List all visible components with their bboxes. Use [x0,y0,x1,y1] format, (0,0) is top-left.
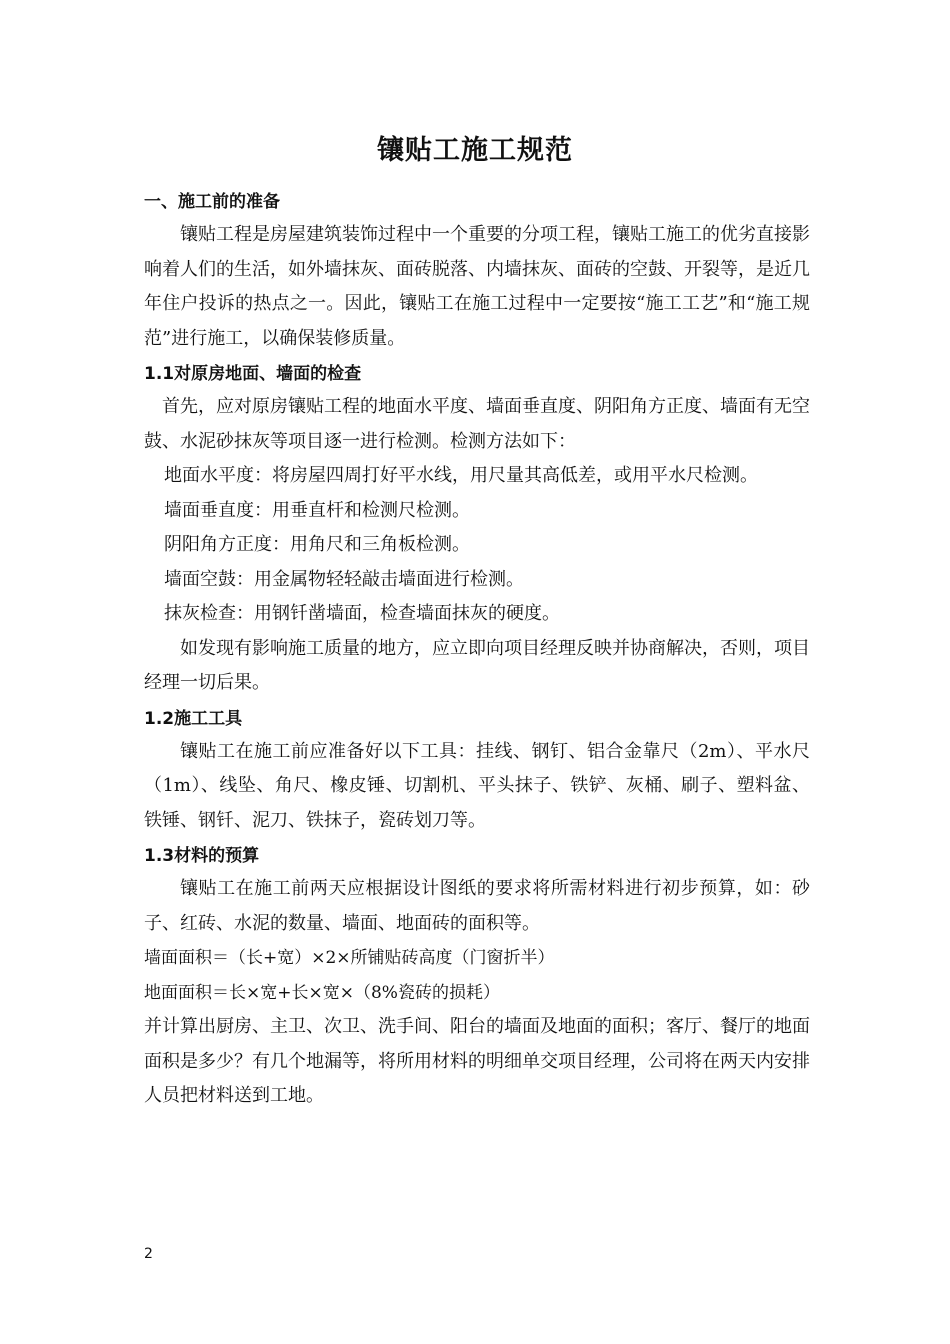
wall-area-formula: 墙面面积＝（长+宽）×2×所铺贴砖高度（门窗折半） [144,948,555,968]
tools-paragraph: 镶贴工在施工前应准备好以下工具：挂线、钢钉、铝合金靠尺（2m）、平水尺（1m）、线坠、角尺、橡皮锤、切割机、平头抹子、铁铲、灰桶、刷子、塑料盆、铁锤、钢钎、泥刀、铁抹子，瓷砖划刀等。 [144,740,810,831]
inspection-item-wall-vertical: 墙面垂直度：用垂直杆和检测尺检测。 [164,499,470,521]
inspection-item-plaster-check: 抹灰检查：用钢钎凿墙面，检查墙面抹灰的硬度。 [164,603,560,624]
subsection-heading-inspection: 1.1对原房地面、墙面的检查 [144,364,362,384]
inspection-item-floor-level: 地面水平度：将房屋四周打好平水线，用尺量其高低差，或用平水尺检测。 [164,465,758,486]
floor-area-formula: 地面面积＝长×宽+长×宽×（8%瓷砖的损耗） [144,982,500,1003]
subsection-heading-tools: 1.2施工工具 [144,708,243,729]
section-heading-preparation: 一、施工前的准备 [144,192,280,212]
inspection-item-wall-hollow: 墙面空鼓：用金属物轻轻敲击墙面进行检测。 [164,568,524,590]
material-closing-paragraph: 并计算出厨房、主卫、次卫、洗手间、阳台的墙面及地面的面积；客厅、餐厅的地面面积是多少？有几个地漏等，将所用材料的明细单交项目经理，公司将在两天内安排人员把材料送到工地。 [144,1016,810,1106]
inspection-intro-paragraph: 首先，应对原房镶贴工程的地面水平度、墙面垂直度、阴阳角方正度、墙面有无空鼓、水泥砂抹灰等项目逐一进行检测。检测方法如下： [144,396,810,452]
page-number: 2 [144,1246,153,1262]
section-intro-paragraph: 镶贴工程是房屋建筑装饰过程中一个重要的分项工程，镶贴工施工的优劣直接影响着人们的生活，如外墙抹灰、面砖脱落、内墙抹灰、面砖的空鼓、开裂等，是近几年住户投诉的热点之一。因此，镶贴工在施工过程中一定要按“施工工艺”和“施工规范”进行施工，以确保装修质量。 [144,224,810,349]
subsection-heading-material-budget: 1.3材料的预算 [144,846,260,866]
document-body [144,186,810,1114]
inspection-item-corner-square: 阴阳角方正度：用角尺和三角板检测。 [164,534,470,555]
material-budget-paragraph: 镶贴工在施工前两天应根据设计图纸的要求将所需材料进行初步预算，如：砂子、红砖、水泥的数量、墙面、地面砖的面积等。 [144,878,810,934]
inspection-closing-paragraph: 如发现有影响施工质量的地方，应立即向项目经理反映并协商解决，否则，项目经理一切后果。 [144,637,810,693]
document-title: 镶贴工施工规范 [377,135,573,166]
